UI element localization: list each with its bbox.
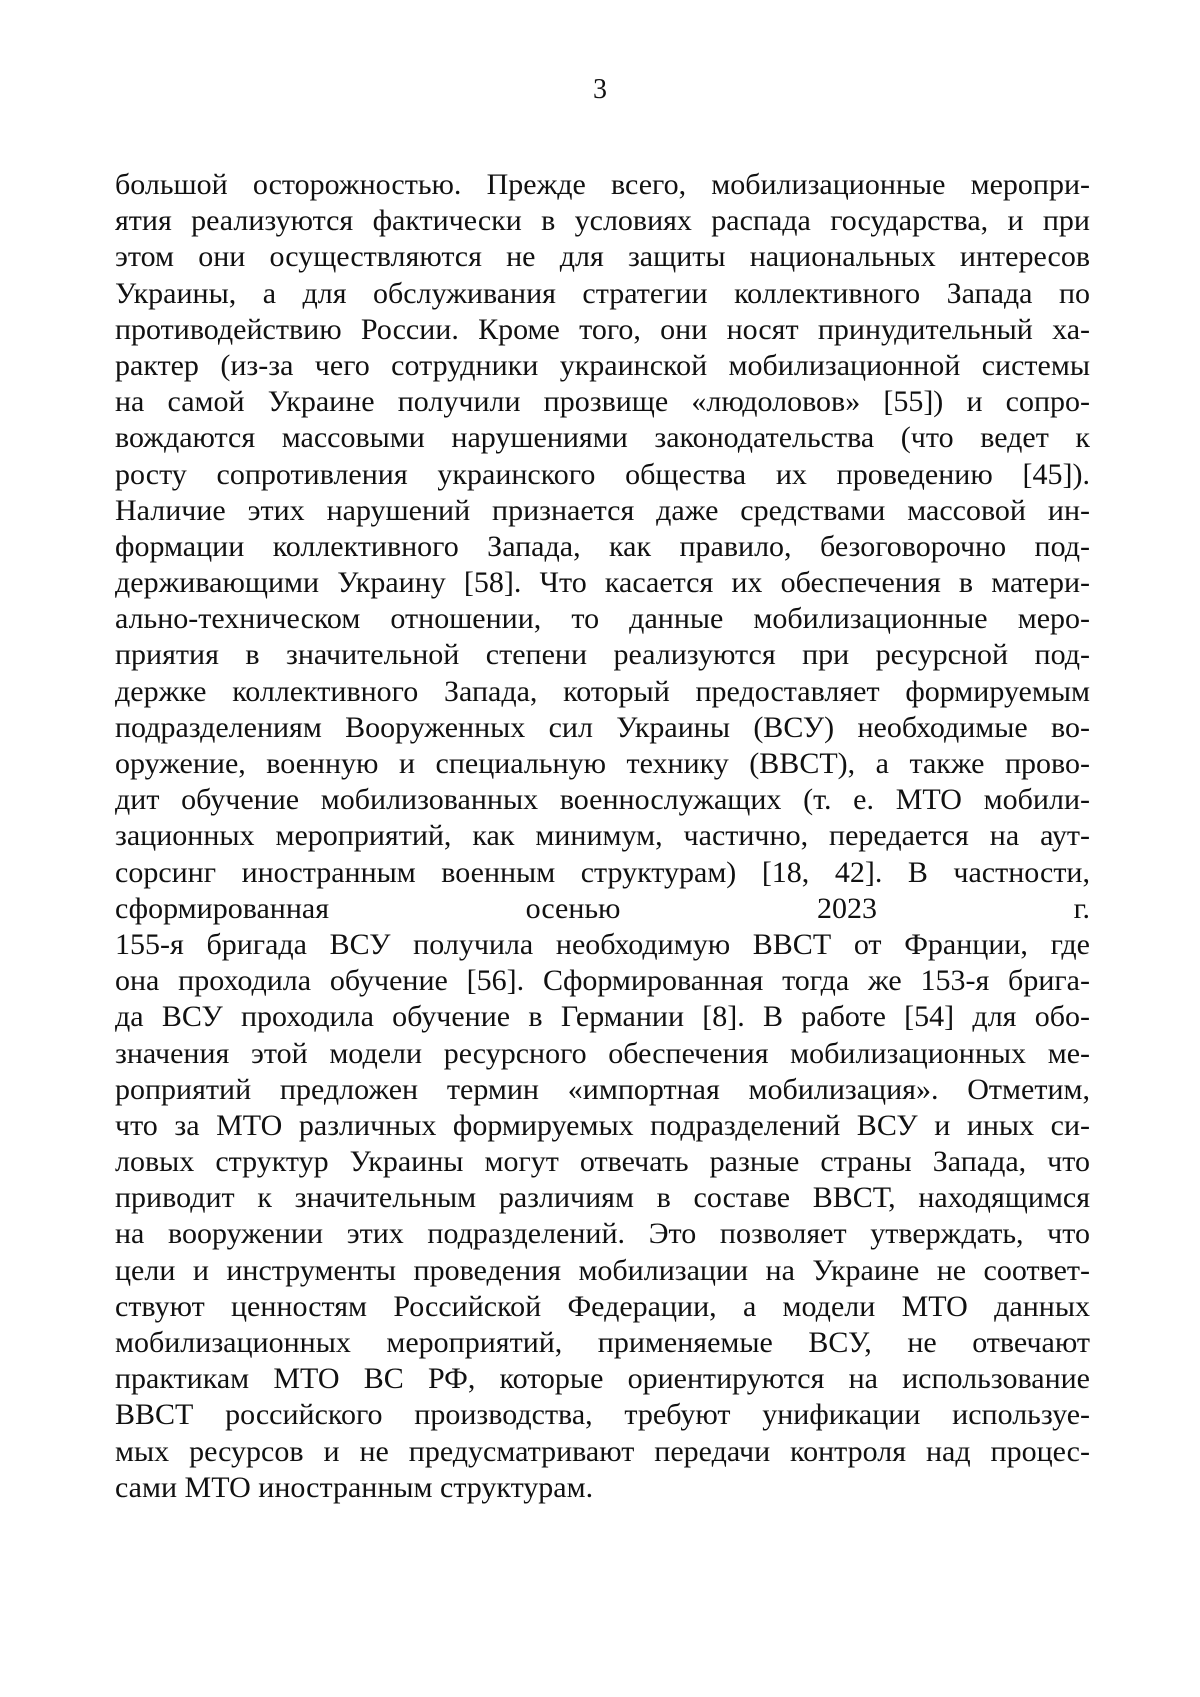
text-line: цели и инструменты проведения мобилизации на Украине не соответ- — [115, 1253, 1090, 1287]
text-line: мых ресурсов и не предусматривают передачи контроля над процес- — [115, 1434, 1090, 1468]
text-line: подразделениям Вооруженных сил Украины (ВСУ) необходимые во- — [115, 710, 1090, 744]
text-line: этом они осуществляются не для защиты национальных интересов — [115, 240, 1090, 274]
text-line: на вооружении этих подразделений. Это позволяет утверждать, что — [115, 1217, 1090, 1251]
body-text — [115, 167, 1090, 1506]
text-line: ятия реализуются фактически в условиях распада государства, и при — [115, 204, 1090, 238]
text-line: дит обучение мобилизованных военнослужащих (т. е. МТО мобили- — [115, 783, 1090, 817]
text-line: что за МТО различных формируемых подразделений ВСУ и иных си- — [115, 1108, 1090, 1142]
text-line: 155-я бригада ВСУ получила необходимую ВВСТ от Франции, где — [115, 927, 1090, 961]
page-number: 3 — [593, 74, 607, 105]
text-line: большой осторожностью. Прежде всего, мобилизационные меропри- — [115, 168, 1090, 201]
text-line: да ВСУ проходила обучение в Германии [8]. В работе [54] для обо- — [115, 1000, 1090, 1034]
text-line: Украины, а для обслуживания стратегии коллективного Запада по — [115, 276, 1090, 310]
text-line: она проходила обучение [56]. Сформированная тогда же 153-я брига- — [115, 964, 1090, 998]
text-line: вождаются массовыми нарушениями законодательства (что ведет к — [115, 421, 1090, 455]
text-line: сами МТО иностранным структурам. — [115, 1470, 594, 1504]
text-line: формации коллективного Запада, как правило, безоговорочно под- — [115, 529, 1090, 563]
text-line: оружение, военную и специальную технику (ВВСТ), а также прово- — [115, 747, 1090, 780]
text-line: зационных мероприятий, как минимум, частично, передается на аут- — [115, 819, 1090, 853]
text-line: ловых структур Украины могут отвечать разные страны Запада, что — [115, 1145, 1090, 1179]
text-line: росту сопротивления украинского общества их проведению [45]). — [115, 457, 1090, 491]
text-line: на самой Украине получили прозвище «людоловов» [55]) и сопро- — [115, 385, 1090, 419]
text-line: роприятий предложен термин «импортная мобилизация». Отметим, — [115, 1072, 1090, 1106]
text-line: значения этой модели ресурсного обеспечения мобилизационных ме- — [115, 1036, 1090, 1070]
text-line: практикам МТО ВС РФ, которые ориентируются на использование — [115, 1362, 1090, 1396]
text-line: сформированная осенью 2023 г. — [115, 891, 1090, 925]
text-line: мобилизационных мероприятий, применяемые ВСУ, не отвечают — [115, 1326, 1090, 1359]
text-line: ально-техническом отношении, то данные мобилизационные меро- — [115, 602, 1090, 636]
text-line: рактер (из-за чего сотрудники украинской мобилизационной системы — [115, 348, 1090, 382]
text-line: приводит к значительным различиям в составе ВВСТ, находящимся — [115, 1181, 1090, 1215]
text-line: противодействию России. Кроме того, они носят принудительный ха- — [115, 312, 1090, 346]
text-line: ствуют ценностям Российской Федерации, а модели МТО данных — [115, 1289, 1090, 1323]
text-line: Наличие этих нарушений признается даже средствами массовой ин- — [115, 493, 1090, 527]
text-line: держивающими Украину [58]. Что касается их обеспечения в матери- — [115, 566, 1090, 600]
text-line: ВВСТ российского производства, требуют унификации используе- — [115, 1398, 1090, 1432]
text-line: держке коллективного Запада, который предоставляет формируемым — [115, 674, 1090, 708]
text-line: приятия в значительной степени реализуются при ресурсной под- — [115, 638, 1090, 672]
text-line: сорсинг иностранным военным структурам) [18, 42]. В частности, — [115, 855, 1090, 889]
